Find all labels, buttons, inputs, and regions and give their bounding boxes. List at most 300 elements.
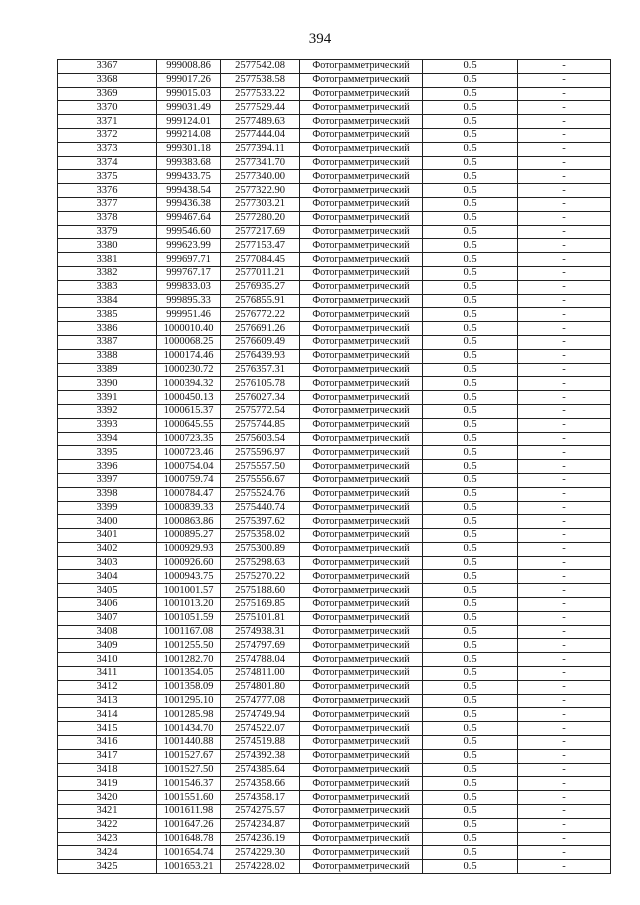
- method-cell: Фотограмметрический: [300, 860, 423, 874]
- note-cell: -: [518, 611, 611, 625]
- y-coordinate-cell: 2577489.63: [221, 115, 300, 129]
- accuracy-cell: 0.5: [423, 363, 518, 377]
- table-row: [58, 487, 611, 501]
- table-row: [58, 736, 611, 750]
- table-row: [58, 529, 611, 543]
- x-coordinate-cell: 999951.46: [157, 308, 221, 322]
- accuracy-cell: 0.5: [423, 142, 518, 156]
- point-number-cell: 3408: [58, 625, 157, 639]
- y-coordinate-cell: 2575188.60: [221, 584, 300, 598]
- x-coordinate-cell: 1001546.37: [157, 777, 221, 791]
- table-row: [58, 460, 611, 474]
- x-coordinate-cell: 999623.99: [157, 239, 221, 253]
- note-cell: -: [518, 542, 611, 556]
- note-cell: -: [518, 308, 611, 322]
- accuracy-cell: 0.5: [423, 101, 518, 115]
- method-cell: Фотограмметрический: [300, 542, 423, 556]
- x-coordinate-cell: 1000645.55: [157, 418, 221, 432]
- table-row: [58, 501, 611, 515]
- table-row: [58, 156, 611, 170]
- y-coordinate-cell: 2575596.97: [221, 446, 300, 460]
- note-cell: -: [518, 239, 611, 253]
- note-cell: -: [518, 556, 611, 570]
- method-cell: Фотограмметрический: [300, 404, 423, 418]
- point-number-cell: 3374: [58, 156, 157, 170]
- y-coordinate-cell: 2577444.04: [221, 128, 300, 142]
- note-cell: -: [518, 736, 611, 750]
- point-number-cell: 3406: [58, 598, 157, 612]
- method-cell: Фотограмметрический: [300, 529, 423, 543]
- table-row: [58, 749, 611, 763]
- accuracy-cell: 0.5: [423, 418, 518, 432]
- accuracy-cell: 0.5: [423, 708, 518, 722]
- accuracy-cell: 0.5: [423, 473, 518, 487]
- point-number-cell: 3377: [58, 197, 157, 211]
- table-row: [58, 639, 611, 653]
- point-number-cell: 3397: [58, 473, 157, 487]
- note-cell: -: [518, 791, 611, 805]
- y-coordinate-cell: 2577011.21: [221, 266, 300, 280]
- table-row: [58, 266, 611, 280]
- y-coordinate-cell: 2575270.22: [221, 570, 300, 584]
- method-cell: Фотограмметрический: [300, 335, 423, 349]
- note-cell: -: [518, 211, 611, 225]
- y-coordinate-cell: 2576772.22: [221, 308, 300, 322]
- accuracy-cell: 0.5: [423, 598, 518, 612]
- x-coordinate-cell: 999017.26: [157, 73, 221, 87]
- x-coordinate-cell: 1001611.98: [157, 805, 221, 819]
- x-coordinate-cell: 1000839.33: [157, 501, 221, 515]
- note-cell: -: [518, 432, 611, 446]
- method-cell: Фотограмметрический: [300, 639, 423, 653]
- y-coordinate-cell: 2577340.00: [221, 170, 300, 184]
- x-coordinate-cell: 1000895.27: [157, 529, 221, 543]
- point-number-cell: 3424: [58, 846, 157, 860]
- y-coordinate-cell: 2577322.90: [221, 184, 300, 198]
- y-coordinate-cell: 2577394.11: [221, 142, 300, 156]
- method-cell: Фотограмметрический: [300, 736, 423, 750]
- table-row: [58, 73, 611, 87]
- point-number-cell: 3386: [58, 322, 157, 336]
- point-number-cell: 3392: [58, 404, 157, 418]
- table-row: [58, 349, 611, 363]
- y-coordinate-cell: 2576439.93: [221, 349, 300, 363]
- x-coordinate-cell: 999436.38: [157, 197, 221, 211]
- x-coordinate-cell: 1001013.20: [157, 598, 221, 612]
- x-coordinate-cell: 1001285.98: [157, 708, 221, 722]
- y-coordinate-cell: 2575300.89: [221, 542, 300, 556]
- x-coordinate-cell: 999895.33: [157, 294, 221, 308]
- x-coordinate-cell: 1001354.05: [157, 667, 221, 681]
- note-cell: -: [518, 584, 611, 598]
- accuracy-cell: 0.5: [423, 404, 518, 418]
- accuracy-cell: 0.5: [423, 570, 518, 584]
- method-cell: Фотограмметрический: [300, 832, 423, 846]
- y-coordinate-cell: 2575772.54: [221, 404, 300, 418]
- note-cell: -: [518, 515, 611, 529]
- point-number-cell: 3393: [58, 418, 157, 432]
- x-coordinate-cell: 1000759.74: [157, 473, 221, 487]
- table-row: [58, 280, 611, 294]
- note-cell: -: [518, 225, 611, 239]
- method-cell: Фотограмметрический: [300, 156, 423, 170]
- y-coordinate-cell: 2575101.81: [221, 611, 300, 625]
- method-cell: Фотограмметрический: [300, 101, 423, 115]
- note-cell: -: [518, 280, 611, 294]
- x-coordinate-cell: 1000010.40: [157, 322, 221, 336]
- method-cell: Фотограмметрический: [300, 197, 423, 211]
- x-coordinate-cell: 999833.03: [157, 280, 221, 294]
- method-cell: Фотограмметрический: [300, 391, 423, 405]
- method-cell: Фотограмметрический: [300, 253, 423, 267]
- method-cell: Фотограмметрический: [300, 584, 423, 598]
- note-cell: -: [518, 170, 611, 184]
- x-coordinate-cell: 999767.17: [157, 266, 221, 280]
- note-cell: -: [518, 253, 611, 267]
- x-coordinate-cell: 1000723.46: [157, 446, 221, 460]
- table-row: [58, 101, 611, 115]
- y-coordinate-cell: 2574358.66: [221, 777, 300, 791]
- accuracy-cell: 0.5: [423, 501, 518, 515]
- x-coordinate-cell: 1001358.09: [157, 680, 221, 694]
- point-number-cell: 3381: [58, 253, 157, 267]
- method-cell: Фотограмметрический: [300, 211, 423, 225]
- note-cell: -: [518, 404, 611, 418]
- y-coordinate-cell: 2574797.69: [221, 639, 300, 653]
- y-coordinate-cell: 2575397.62: [221, 515, 300, 529]
- accuracy-cell: 0.5: [423, 749, 518, 763]
- table-row: [58, 363, 611, 377]
- table-row: [58, 446, 611, 460]
- x-coordinate-cell: 1001654.74: [157, 846, 221, 860]
- method-cell: Фотограмметрический: [300, 418, 423, 432]
- accuracy-cell: 0.5: [423, 391, 518, 405]
- table-row: [58, 667, 611, 681]
- accuracy-cell: 0.5: [423, 377, 518, 391]
- note-cell: -: [518, 418, 611, 432]
- method-cell: Фотограмметрический: [300, 708, 423, 722]
- accuracy-cell: 0.5: [423, 280, 518, 294]
- accuracy-cell: 0.5: [423, 60, 518, 74]
- accuracy-cell: 0.5: [423, 184, 518, 198]
- table-row: [58, 791, 611, 805]
- point-number-cell: 3396: [58, 460, 157, 474]
- point-number-cell: 3391: [58, 391, 157, 405]
- point-number-cell: 3395: [58, 446, 157, 460]
- method-cell: Фотограмметрический: [300, 432, 423, 446]
- method-cell: Фотограмметрический: [300, 598, 423, 612]
- point-number-cell: 3379: [58, 225, 157, 239]
- x-coordinate-cell: 1001527.50: [157, 763, 221, 777]
- point-number-cell: 3385: [58, 308, 157, 322]
- y-coordinate-cell: 2574519.88: [221, 736, 300, 750]
- method-cell: Фотограмметрический: [300, 225, 423, 239]
- note-cell: -: [518, 749, 611, 763]
- method-cell: Фотограмметрический: [300, 349, 423, 363]
- table-row: [58, 805, 611, 819]
- note-cell: -: [518, 722, 611, 736]
- y-coordinate-cell: 2574522.07: [221, 722, 300, 736]
- y-coordinate-cell: 2576027.34: [221, 391, 300, 405]
- method-cell: Фотограмметрический: [300, 363, 423, 377]
- point-number-cell: 3401: [58, 529, 157, 543]
- method-cell: Фотограмметрический: [300, 142, 423, 156]
- table-row: [58, 335, 611, 349]
- note-cell: -: [518, 460, 611, 474]
- x-coordinate-cell: 999301.18: [157, 142, 221, 156]
- point-number-cell: 3400: [58, 515, 157, 529]
- point-number-cell: 3423: [58, 832, 157, 846]
- y-coordinate-cell: 2577280.20: [221, 211, 300, 225]
- method-cell: Фотограмметрический: [300, 722, 423, 736]
- accuracy-cell: 0.5: [423, 860, 518, 874]
- point-number-cell: 3368: [58, 73, 157, 87]
- y-coordinate-cell: 2574749.94: [221, 708, 300, 722]
- accuracy-cell: 0.5: [423, 87, 518, 101]
- accuracy-cell: 0.5: [423, 832, 518, 846]
- method-cell: Фотограмметрический: [300, 473, 423, 487]
- method-cell: Фотограмметрический: [300, 818, 423, 832]
- note-cell: -: [518, 680, 611, 694]
- y-coordinate-cell: 2574228.02: [221, 860, 300, 874]
- point-number-cell: 3376: [58, 184, 157, 198]
- x-coordinate-cell: 999124.01: [157, 115, 221, 129]
- point-number-cell: 3375: [58, 170, 157, 184]
- x-coordinate-cell: 1001434.70: [157, 722, 221, 736]
- point-number-cell: 3409: [58, 639, 157, 653]
- point-number-cell: 3371: [58, 115, 157, 129]
- point-number-cell: 3417: [58, 749, 157, 763]
- note-cell: -: [518, 694, 611, 708]
- table-row: [58, 708, 611, 722]
- table-row: [58, 197, 611, 211]
- point-number-cell: 3404: [58, 570, 157, 584]
- accuracy-cell: 0.5: [423, 515, 518, 529]
- accuracy-cell: 0.5: [423, 197, 518, 211]
- method-cell: Фотограмметрический: [300, 115, 423, 129]
- note-cell: -: [518, 777, 611, 791]
- x-coordinate-cell: 999383.68: [157, 156, 221, 170]
- method-cell: Фотограмметрический: [300, 266, 423, 280]
- x-coordinate-cell: 999214.08: [157, 128, 221, 142]
- point-number-cell: 3425: [58, 860, 157, 874]
- method-cell: Фотограмметрический: [300, 846, 423, 860]
- table-row: [58, 377, 611, 391]
- table-row: [58, 473, 611, 487]
- y-coordinate-cell: 2574229.30: [221, 846, 300, 860]
- x-coordinate-cell: 1001167.08: [157, 625, 221, 639]
- table-row: [58, 653, 611, 667]
- y-coordinate-cell: 2577303.21: [221, 197, 300, 211]
- accuracy-cell: 0.5: [423, 170, 518, 184]
- method-cell: Фотограмметрический: [300, 87, 423, 101]
- table-row: [58, 556, 611, 570]
- x-coordinate-cell: 1000394.32: [157, 377, 221, 391]
- y-coordinate-cell: 2575524.76: [221, 487, 300, 501]
- accuracy-cell: 0.5: [423, 335, 518, 349]
- point-number-cell: 3394: [58, 432, 157, 446]
- y-coordinate-cell: 2577529.44: [221, 101, 300, 115]
- table-row: [58, 432, 611, 446]
- note-cell: -: [518, 501, 611, 515]
- point-number-cell: 3405: [58, 584, 157, 598]
- accuracy-cell: 0.5: [423, 777, 518, 791]
- note-cell: -: [518, 197, 611, 211]
- note-cell: -: [518, 184, 611, 198]
- method-cell: Фотограмметрический: [300, 487, 423, 501]
- x-coordinate-cell: 1000754.04: [157, 460, 221, 474]
- note-cell: -: [518, 653, 611, 667]
- x-coordinate-cell: 1001255.50: [157, 639, 221, 653]
- method-cell: Фотограмметрический: [300, 322, 423, 336]
- table-row: [58, 818, 611, 832]
- method-cell: Фотограмметрический: [300, 460, 423, 474]
- y-coordinate-cell: 2574392.38: [221, 749, 300, 763]
- x-coordinate-cell: 1000450.13: [157, 391, 221, 405]
- x-coordinate-cell: 1000926.60: [157, 556, 221, 570]
- y-coordinate-cell: 2574801.80: [221, 680, 300, 694]
- point-number-cell: 3383: [58, 280, 157, 294]
- note-cell: -: [518, 832, 611, 846]
- point-number-cell: 3411: [58, 667, 157, 681]
- accuracy-cell: 0.5: [423, 432, 518, 446]
- page-number: 394: [308, 31, 332, 47]
- accuracy-cell: 0.5: [423, 322, 518, 336]
- note-cell: -: [518, 335, 611, 349]
- x-coordinate-cell: 1001653.21: [157, 860, 221, 874]
- note-cell: -: [518, 128, 611, 142]
- point-number-cell: 3390: [58, 377, 157, 391]
- point-number-cell: 3389: [58, 363, 157, 377]
- accuracy-cell: 0.5: [423, 667, 518, 681]
- point-number-cell: 3419: [58, 777, 157, 791]
- y-coordinate-cell: 2574358.17: [221, 791, 300, 805]
- y-coordinate-cell: 2574777.08: [221, 694, 300, 708]
- point-number-cell: 3369: [58, 87, 157, 101]
- table-row: [58, 418, 611, 432]
- table-row: [58, 680, 611, 694]
- point-number-cell: 3402: [58, 542, 157, 556]
- table-row: [58, 611, 611, 625]
- table-row: [58, 184, 611, 198]
- accuracy-cell: 0.5: [423, 818, 518, 832]
- x-coordinate-cell: 1000943.75: [157, 570, 221, 584]
- point-number-cell: 3388: [58, 349, 157, 363]
- y-coordinate-cell: 2576357.31: [221, 363, 300, 377]
- note-cell: -: [518, 846, 611, 860]
- table-row: [58, 294, 611, 308]
- x-coordinate-cell: 1000174.46: [157, 349, 221, 363]
- x-coordinate-cell: 1001001.57: [157, 584, 221, 598]
- note-cell: -: [518, 391, 611, 405]
- point-number-cell: 3398: [58, 487, 157, 501]
- table-row: [58, 170, 611, 184]
- accuracy-cell: 0.5: [423, 460, 518, 474]
- method-cell: Фотограмметрический: [300, 60, 423, 74]
- table-row: [58, 308, 611, 322]
- method-cell: Фотограмметрический: [300, 653, 423, 667]
- point-number-cell: 3420: [58, 791, 157, 805]
- x-coordinate-cell: 999015.03: [157, 87, 221, 101]
- method-cell: Фотограмметрический: [300, 73, 423, 87]
- x-coordinate-cell: 1000230.72: [157, 363, 221, 377]
- method-cell: Фотограмметрический: [300, 694, 423, 708]
- note-cell: -: [518, 708, 611, 722]
- accuracy-cell: 0.5: [423, 611, 518, 625]
- accuracy-cell: 0.5: [423, 846, 518, 860]
- x-coordinate-cell: 1001527.67: [157, 749, 221, 763]
- method-cell: Фотограмметрический: [300, 611, 423, 625]
- note-cell: -: [518, 667, 611, 681]
- method-cell: Фотограмметрический: [300, 308, 423, 322]
- method-cell: Фотограмметрический: [300, 170, 423, 184]
- point-number-cell: 3380: [58, 239, 157, 253]
- point-number-cell: 3414: [58, 708, 157, 722]
- method-cell: Фотограмметрический: [300, 501, 423, 515]
- table-row: [58, 694, 611, 708]
- point-number-cell: 3407: [58, 611, 157, 625]
- method-cell: Фотограмметрический: [300, 680, 423, 694]
- note-cell: -: [518, 156, 611, 170]
- note-cell: -: [518, 115, 611, 129]
- note-cell: -: [518, 805, 611, 819]
- y-coordinate-cell: 2574811.00: [221, 667, 300, 681]
- point-number-cell: 3372: [58, 128, 157, 142]
- accuracy-cell: 0.5: [423, 487, 518, 501]
- note-cell: -: [518, 598, 611, 612]
- x-coordinate-cell: 1001647.26: [157, 818, 221, 832]
- accuracy-cell: 0.5: [423, 73, 518, 87]
- note-cell: -: [518, 60, 611, 74]
- y-coordinate-cell: 2575556.67: [221, 473, 300, 487]
- table-row: [58, 777, 611, 791]
- accuracy-cell: 0.5: [423, 653, 518, 667]
- note-cell: -: [518, 87, 611, 101]
- table-row: [58, 128, 611, 142]
- table-row: [58, 391, 611, 405]
- note-cell: -: [518, 73, 611, 87]
- accuracy-cell: 0.5: [423, 239, 518, 253]
- accuracy-cell: 0.5: [423, 625, 518, 639]
- y-coordinate-cell: 2576691.26: [221, 322, 300, 336]
- table-row: [58, 625, 611, 639]
- x-coordinate-cell: 1000863.86: [157, 515, 221, 529]
- accuracy-cell: 0.5: [423, 639, 518, 653]
- method-cell: Фотограмметрический: [300, 515, 423, 529]
- table-row: [58, 846, 611, 860]
- table-row: [58, 142, 611, 156]
- point-number-cell: 3415: [58, 722, 157, 736]
- x-coordinate-cell: 999697.71: [157, 253, 221, 267]
- accuracy-cell: 0.5: [423, 253, 518, 267]
- method-cell: Фотограмметрический: [300, 556, 423, 570]
- x-coordinate-cell: 999438.54: [157, 184, 221, 198]
- accuracy-cell: 0.5: [423, 763, 518, 777]
- y-coordinate-cell: 2577341.70: [221, 156, 300, 170]
- x-coordinate-cell: 999031.49: [157, 101, 221, 115]
- note-cell: -: [518, 363, 611, 377]
- point-number-cell: 3410: [58, 653, 157, 667]
- table-row: [58, 584, 611, 598]
- point-number-cell: 3387: [58, 335, 157, 349]
- note-cell: -: [518, 570, 611, 584]
- method-cell: Фотограмметрический: [300, 570, 423, 584]
- point-number-cell: 3416: [58, 736, 157, 750]
- y-coordinate-cell: 2577542.08: [221, 60, 300, 74]
- y-coordinate-cell: 2575298.63: [221, 556, 300, 570]
- y-coordinate-cell: 2574385.64: [221, 763, 300, 777]
- table-row: [58, 60, 611, 74]
